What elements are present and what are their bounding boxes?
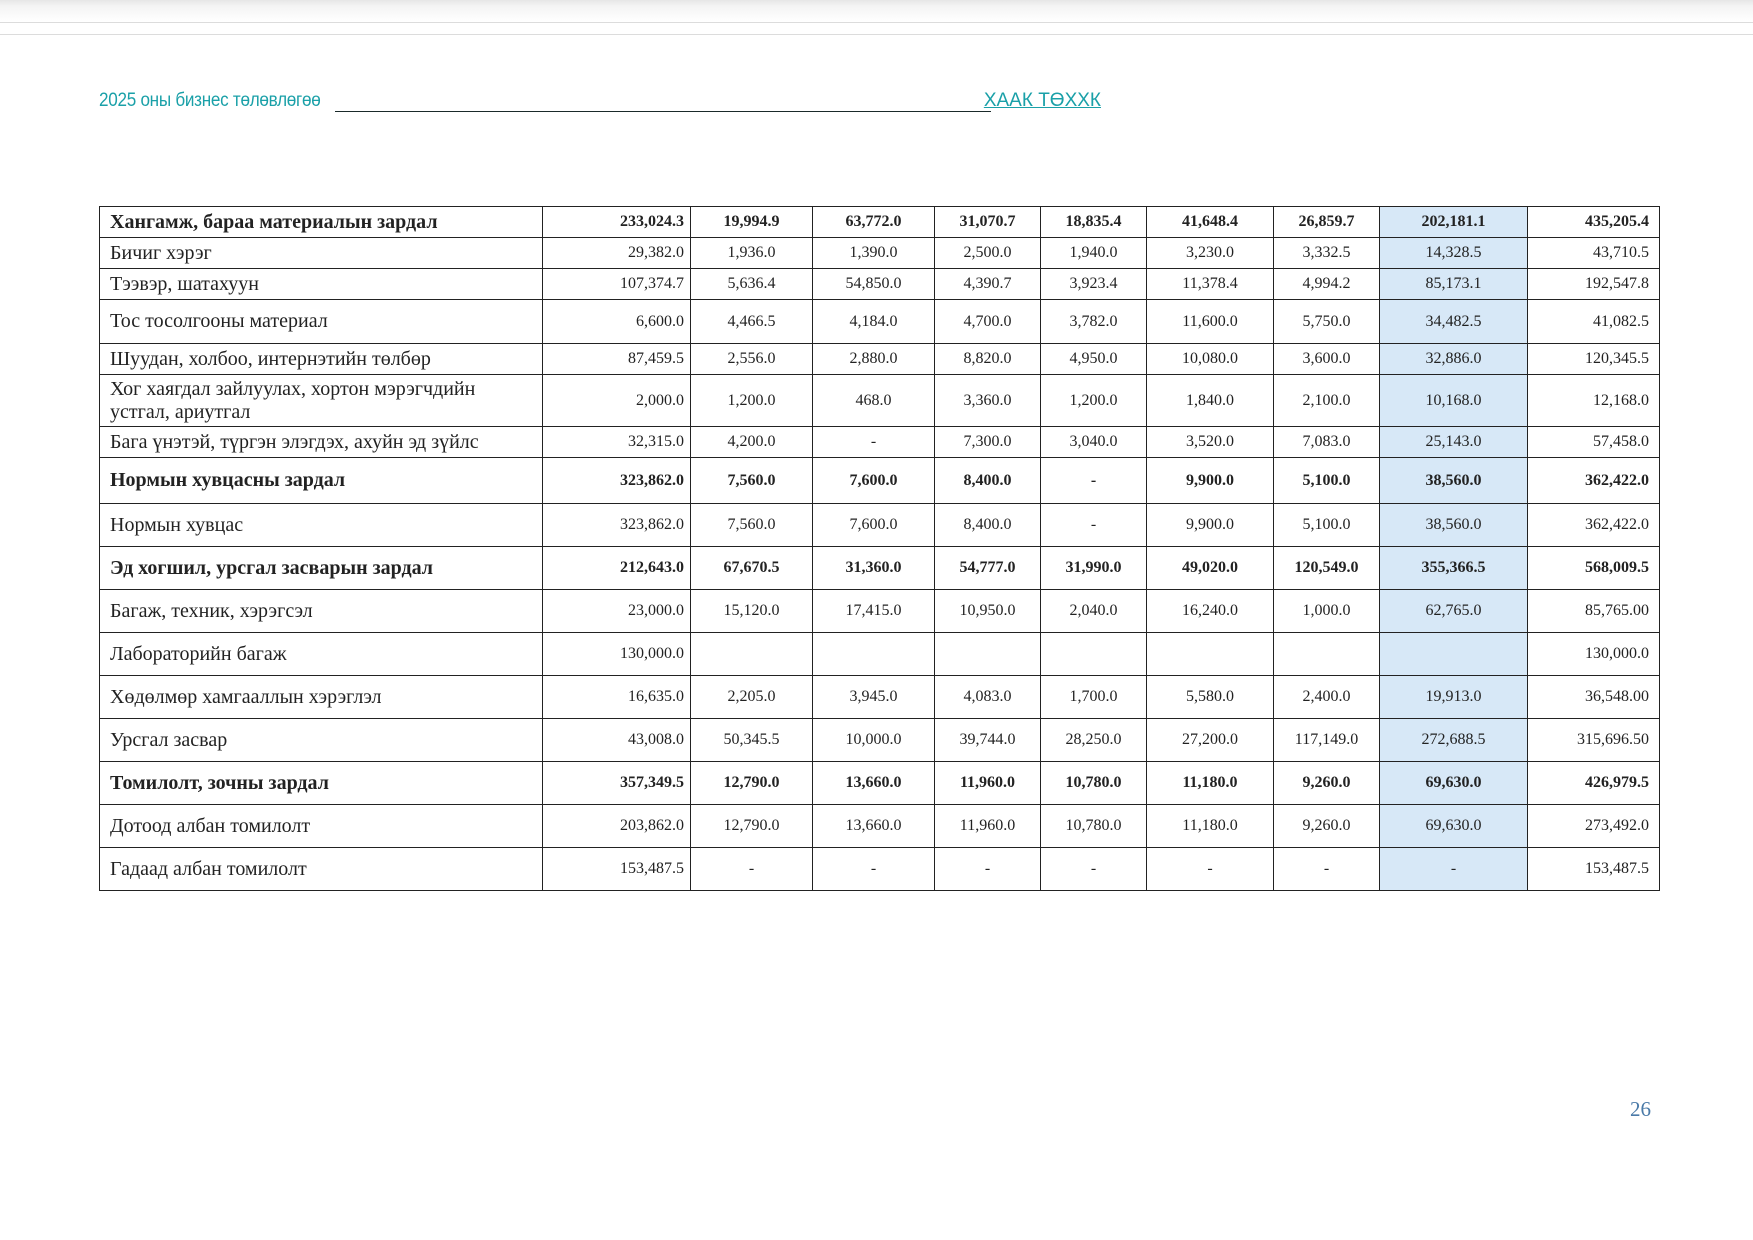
table-cell: 3,230.0: [1147, 238, 1274, 269]
table-cell: 10,168.0: [1380, 375, 1528, 427]
table-cell: 7,560.0: [691, 504, 813, 547]
table-cell: 25,143.0: [1380, 427, 1528, 458]
table-cell: 13,660.0: [813, 805, 935, 848]
row-label: Нормын хувцасны зардал: [100, 458, 543, 504]
table-cell: [813, 633, 935, 676]
table-cell: 2,000.0: [543, 375, 691, 427]
table-cell: -: [1380, 848, 1528, 891]
table-cell: 19,913.0: [1380, 676, 1528, 719]
row-label: Шуудан, холбоо, интернэтийн төлбөр: [100, 344, 543, 375]
table-cell: 5,100.0: [1274, 458, 1380, 504]
budget-table: [99, 206, 1660, 891]
table-cell: 38,560.0: [1380, 458, 1528, 504]
table-cell: 41,648.4: [1147, 207, 1274, 238]
table-cell: 43,710.5: [1528, 238, 1660, 269]
table-cell: 85,173.1: [1380, 269, 1528, 300]
table-cell: 107,374.7: [543, 269, 691, 300]
table-cell: 2,100.0: [1274, 375, 1380, 427]
table-cell: 4,390.7: [935, 269, 1041, 300]
table-row: [100, 762, 1660, 805]
table-cell: 15,120.0: [691, 590, 813, 633]
table-cell: 29,382.0: [543, 238, 691, 269]
table-cell: 117,149.0: [1274, 719, 1380, 762]
table-cell: 12,168.0: [1528, 375, 1660, 427]
table-cell: 3,600.0: [1274, 344, 1380, 375]
row-label: Бага үнэтэй, түргэн элэгдэх, ахуйн эд зүйлс: [100, 427, 543, 458]
table-cell: 12,790.0: [691, 805, 813, 848]
table-cell: 11,600.0: [1147, 300, 1274, 344]
table-cell: 1,700.0: [1041, 676, 1147, 719]
table-cell: [1041, 633, 1147, 676]
table-cell: 212,643.0: [543, 547, 691, 590]
table-cell: 19,994.9: [691, 207, 813, 238]
table-cell: 9,900.0: [1147, 504, 1274, 547]
table-cell: -: [1041, 504, 1147, 547]
table-cell: 32,886.0: [1380, 344, 1528, 375]
table-cell: 272,688.5: [1380, 719, 1528, 762]
table-cell: 315,696.50: [1528, 719, 1660, 762]
table-cell: 63,772.0: [813, 207, 935, 238]
row-label: Урсгал засвар: [100, 719, 543, 762]
table-cell: 54,850.0: [813, 269, 935, 300]
table-cell: 57,458.0: [1528, 427, 1660, 458]
table-cell: 10,000.0: [813, 719, 935, 762]
row-label: Томилолт, зочны зардал: [100, 762, 543, 805]
table-cell: 2,400.0: [1274, 676, 1380, 719]
table-cell: 7,083.0: [1274, 427, 1380, 458]
table-cell: 4,083.0: [935, 676, 1041, 719]
table-cell: 5,580.0: [1147, 676, 1274, 719]
table-cell: 202,181.1: [1380, 207, 1528, 238]
page-header: [99, 90, 1105, 118]
table-cell: 43,008.0: [543, 719, 691, 762]
table-cell: 11,960.0: [935, 805, 1041, 848]
row-label: Багаж, техник, хэрэгсэл: [100, 590, 543, 633]
table-cell: 355,366.5: [1380, 547, 1528, 590]
table-cell: 3,945.0: [813, 676, 935, 719]
scan-line: [0, 22, 1753, 23]
table-cell: -: [1147, 848, 1274, 891]
table-row: [100, 633, 1660, 676]
table-cell: 50,345.5: [691, 719, 813, 762]
table-cell: 10,780.0: [1041, 805, 1147, 848]
table-cell: -: [813, 848, 935, 891]
row-label: Тээвэр, шатахуун: [100, 269, 543, 300]
table-cell: 28,250.0: [1041, 719, 1147, 762]
table-cell: 87,459.5: [543, 344, 691, 375]
table-cell: 12,790.0: [691, 762, 813, 805]
row-label: Хөдөлмөр хамгааллын хэрэглэл: [100, 676, 543, 719]
table-cell: 11,960.0: [935, 762, 1041, 805]
table-cell: [1147, 633, 1274, 676]
table-cell: 4,184.0: [813, 300, 935, 344]
table-cell: 9,260.0: [1274, 805, 1380, 848]
table-cell: 1,940.0: [1041, 238, 1147, 269]
table-cell: 67,670.5: [691, 547, 813, 590]
table-cell: 8,820.0: [935, 344, 1041, 375]
table-cell: 14,328.5: [1380, 238, 1528, 269]
table-row: [100, 590, 1660, 633]
table-row: [100, 269, 1660, 300]
table-cell: 8,400.0: [935, 458, 1041, 504]
scan-line: [0, 34, 1753, 35]
table-cell: 26,859.7: [1274, 207, 1380, 238]
table-cell: 1,390.0: [813, 238, 935, 269]
document-title: 2025 оны бизнес төлөвлөгөө: [99, 90, 321, 111]
table-cell: 3,040.0: [1041, 427, 1147, 458]
table-cell: 323,862.0: [543, 504, 691, 547]
table-cell: 435,205.4: [1528, 207, 1660, 238]
table-cell: 4,200.0: [691, 427, 813, 458]
table-cell: 9,260.0: [1274, 762, 1380, 805]
row-label: Дотоод албан томилолт: [100, 805, 543, 848]
table-cell: [1274, 633, 1380, 676]
table-cell: 49,020.0: [1147, 547, 1274, 590]
page-number: 26: [1630, 1097, 1651, 1121]
table-cell: 11,378.4: [1147, 269, 1274, 300]
scan-edge-band: [0, 0, 1753, 22]
table-cell: 357,349.5: [543, 762, 691, 805]
table-cell: 426,979.5: [1528, 762, 1660, 805]
table-cell: 1,200.0: [691, 375, 813, 427]
table-cell: 31,070.7: [935, 207, 1041, 238]
table-cell: [935, 633, 1041, 676]
table-cell: 69,630.0: [1380, 805, 1528, 848]
table-cell: 192,547.8: [1528, 269, 1660, 300]
table-cell: 69,630.0: [1380, 762, 1528, 805]
table-cell: 11,180.0: [1147, 762, 1274, 805]
row-label: Нормын хувцас: [100, 504, 543, 547]
table-cell: 16,240.0: [1147, 590, 1274, 633]
row-label: Эд хогшил, урсгал засварын зардал: [100, 547, 543, 590]
table-row: [100, 207, 1660, 238]
table-cell: 27,200.0: [1147, 719, 1274, 762]
table-cell: 2,040.0: [1041, 590, 1147, 633]
organization-name: ХААК ТӨХХК: [983, 90, 1101, 111]
table-cell: 1,200.0: [1041, 375, 1147, 427]
table-cell: [691, 633, 813, 676]
table-cell: 18,835.4: [1041, 207, 1147, 238]
table-row: [100, 504, 1660, 547]
table-cell: 120,549.0: [1274, 547, 1380, 590]
table-cell: 4,466.5: [691, 300, 813, 344]
table-cell: 85,765.00: [1528, 590, 1660, 633]
table-row: [100, 547, 1660, 590]
header-rule: [335, 111, 991, 112]
table-row: [100, 848, 1660, 891]
table-cell: 2,500.0: [935, 238, 1041, 269]
row-label: Бичиг хэрэг: [100, 238, 543, 269]
table-cell: 31,360.0: [813, 547, 935, 590]
table-cell: 62,765.0: [1380, 590, 1528, 633]
table-cell: 568,009.5: [1528, 547, 1660, 590]
table-cell: 153,487.5: [543, 848, 691, 891]
table-cell: 32,315.0: [543, 427, 691, 458]
table-cell: 2,880.0: [813, 344, 935, 375]
table-cell: -: [813, 427, 935, 458]
table-row: [100, 805, 1660, 848]
table-cell: 3,332.5: [1274, 238, 1380, 269]
table-cell: 11,180.0: [1147, 805, 1274, 848]
table-row: [100, 344, 1660, 375]
table-cell: 4,994.2: [1274, 269, 1380, 300]
table-cell: 5,750.0: [1274, 300, 1380, 344]
table-cell: 3,360.0: [935, 375, 1041, 427]
row-label: Лабораторийн багаж: [100, 633, 543, 676]
row-label: Гадаад албан томилолт: [100, 848, 543, 891]
table-cell: 31,990.0: [1041, 547, 1147, 590]
table-cell: 7,600.0: [813, 504, 935, 547]
table-cell: 10,080.0: [1147, 344, 1274, 375]
table-cell: 273,492.0: [1528, 805, 1660, 848]
table-row: [100, 458, 1660, 504]
table-row: [100, 375, 1660, 427]
table-cell: 130,000.0: [1528, 633, 1660, 676]
table-cell: 5,100.0: [1274, 504, 1380, 547]
table-cell: 130,000.0: [543, 633, 691, 676]
table-cell: 2,205.0: [691, 676, 813, 719]
table-cell: 34,482.5: [1380, 300, 1528, 344]
table-cell: 17,415.0: [813, 590, 935, 633]
row-label: Тос тосолгооны материал: [100, 300, 543, 344]
table-cell: 2,556.0: [691, 344, 813, 375]
table-cell: 54,777.0: [935, 547, 1041, 590]
table-cell: 8,400.0: [935, 504, 1041, 547]
table-cell: 1,000.0: [1274, 590, 1380, 633]
table-cell: 3,923.4: [1041, 269, 1147, 300]
table-cell: 1,840.0: [1147, 375, 1274, 427]
table-cell: 7,300.0: [935, 427, 1041, 458]
table-cell: 7,560.0: [691, 458, 813, 504]
table-cell: 13,660.0: [813, 762, 935, 805]
table-row: [100, 427, 1660, 458]
table-cell: 468.0: [813, 375, 935, 427]
table-cell: 5,636.4: [691, 269, 813, 300]
table-cell: 16,635.0: [543, 676, 691, 719]
table-cell: 23,000.0: [543, 590, 691, 633]
row-label: Хог хаягдал зайлуулах, хортон мэрэгчдийн устгал, ариутгал: [100, 375, 543, 427]
table-row: [100, 300, 1660, 344]
table-cell: 3,782.0: [1041, 300, 1147, 344]
table-cell: -: [1041, 458, 1147, 504]
table-cell: -: [1041, 848, 1147, 891]
table-cell: 10,780.0: [1041, 762, 1147, 805]
table-cell: 362,422.0: [1528, 504, 1660, 547]
row-label: Хангамж, бараа материалын зардал: [100, 207, 543, 238]
table-cell: 362,422.0: [1528, 458, 1660, 504]
table-cell: 9,900.0: [1147, 458, 1274, 504]
budget-table-body: [100, 207, 1660, 891]
table-cell: 4,700.0: [935, 300, 1041, 344]
table-cell: 36,548.00: [1528, 676, 1660, 719]
table-cell: -: [935, 848, 1041, 891]
table-cell: 153,487.5: [1528, 848, 1660, 891]
table-cell: 38,560.0: [1380, 504, 1528, 547]
table-cell: 4,950.0: [1041, 344, 1147, 375]
table-row: [100, 238, 1660, 269]
table-cell: 1,936.0: [691, 238, 813, 269]
table-cell: -: [1274, 848, 1380, 891]
table-row: [100, 719, 1660, 762]
table-cell: 233,024.3: [543, 207, 691, 238]
table-cell: 6,600.0: [543, 300, 691, 344]
table-cell: -: [691, 848, 813, 891]
table-cell: 203,862.0: [543, 805, 691, 848]
table-cell: 41,082.5: [1528, 300, 1660, 344]
table-cell: 10,950.0: [935, 590, 1041, 633]
table-cell: [1380, 633, 1528, 676]
table-cell: 7,600.0: [813, 458, 935, 504]
table-cell: 323,862.0: [543, 458, 691, 504]
table-cell: 120,345.5: [1528, 344, 1660, 375]
table-cell: 3,520.0: [1147, 427, 1274, 458]
table-row: [100, 676, 1660, 719]
table-cell: 39,744.0: [935, 719, 1041, 762]
